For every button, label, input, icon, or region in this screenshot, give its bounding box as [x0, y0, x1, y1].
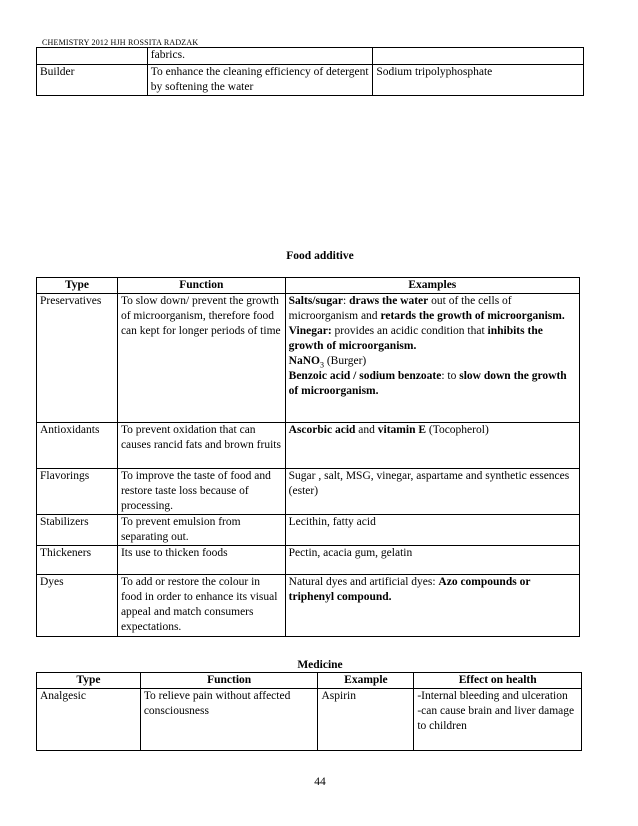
table-header-row — [37, 673, 582, 689]
table-cell: Ascorbic acid and vitamin E (Tocopherol) — [285, 423, 579, 469]
column-header-function: Function — [117, 278, 285, 294]
table-cell: To add or restore the colour in food in order to enhance its visual appeal and match consumers expectations. — [117, 575, 285, 637]
table-cell: Flavorings — [37, 469, 118, 515]
table-row — [37, 689, 582, 751]
column-header-effect: Effect on health — [414, 673, 582, 689]
table-row — [37, 546, 580, 575]
effect-line: -can cause brain and liver damage to children — [417, 705, 575, 732]
table-cell: Stabilizers — [37, 515, 118, 546]
table-cell: Natural dyes and artificial dyes: Azo compounds or triphenyl compound. — [285, 575, 579, 637]
table-row — [37, 423, 580, 469]
column-header-type: Type — [37, 278, 118, 294]
effect-line: -Internal bleeding and ulceration — [417, 690, 568, 702]
table-cell: Lecithin, fatty acid — [285, 515, 579, 546]
column-header-type: Type — [37, 673, 141, 689]
table-cell: Sugar , salt, MSG, vinegar, aspartame and synthetic essences (ester) — [285, 469, 579, 515]
table-cell: To slow down/ prevent the growth of microorganism, therefore food can kept for longer periods of time — [117, 294, 285, 423]
example-line: Benzoic acid / sodium benzoate: to slow down the growth of microorganism. — [288, 370, 567, 397]
table-cell: Dyes — [37, 575, 118, 637]
example-line: Salts/sugar: draws the water out of the cells of microorganism and retards the growth of microorganism. — [288, 295, 565, 322]
food-additive-title: Food additive — [286, 250, 354, 262]
table-cell: Preservatives — [37, 294, 118, 423]
detergent-table — [36, 47, 584, 96]
table-cell — [285, 294, 579, 423]
table-cell: To enhance the cleaning efficiency of detergent by softening the water — [147, 65, 373, 96]
example-line: NaNO$_3$ (Burger) — [288, 355, 367, 370]
table-row — [37, 575, 580, 637]
table-row — [37, 294, 580, 423]
table-cell: To prevent oxidation that can causes rancid fats and brown fruits — [117, 423, 285, 469]
table-cell — [37, 48, 148, 65]
example-line: Vinegar: provides an acidic condition that inhibits the growth of microorganism. — [288, 325, 543, 352]
table-header-row — [37, 278, 580, 294]
table-cell: Aspirin — [318, 689, 414, 751]
table-row — [37, 469, 580, 515]
table-cell: To relieve pain without affected consciousness — [140, 689, 318, 751]
table-cell: Its use to thicken foods — [117, 546, 285, 575]
table-cell: Analgesic — [37, 689, 141, 751]
column-header-examples: Examples — [285, 278, 579, 294]
medicine-table — [36, 672, 582, 751]
column-header-function: Function — [140, 673, 318, 689]
table-cell: fabrics. — [147, 48, 373, 65]
table-cell — [414, 689, 582, 751]
table-cell: Thickeners — [37, 546, 118, 575]
table-cell: Antioxidants — [37, 423, 118, 469]
food-additive-table — [36, 277, 580, 637]
table-cell: To improve the taste of food and restore taste loss because of processing. — [117, 469, 285, 515]
table-cell: Sodium tripolyphosphate — [373, 65, 584, 96]
table-cell: To prevent emulsion from separating out. — [117, 515, 285, 546]
table-cell: Builder — [37, 65, 148, 96]
page-header: CHEMISTRY 2012 HJH ROSSITA RADZAK — [42, 38, 199, 47]
table-row — [37, 515, 580, 546]
table-cell — [373, 48, 584, 65]
table-row — [37, 48, 584, 65]
page-number: 44 — [314, 776, 326, 788]
column-header-example: Example — [318, 673, 414, 689]
table-cell: Pectin, acacia gum, gelatin — [285, 546, 579, 575]
medicine-title: Medicine — [297, 659, 343, 671]
table-row — [37, 65, 584, 96]
